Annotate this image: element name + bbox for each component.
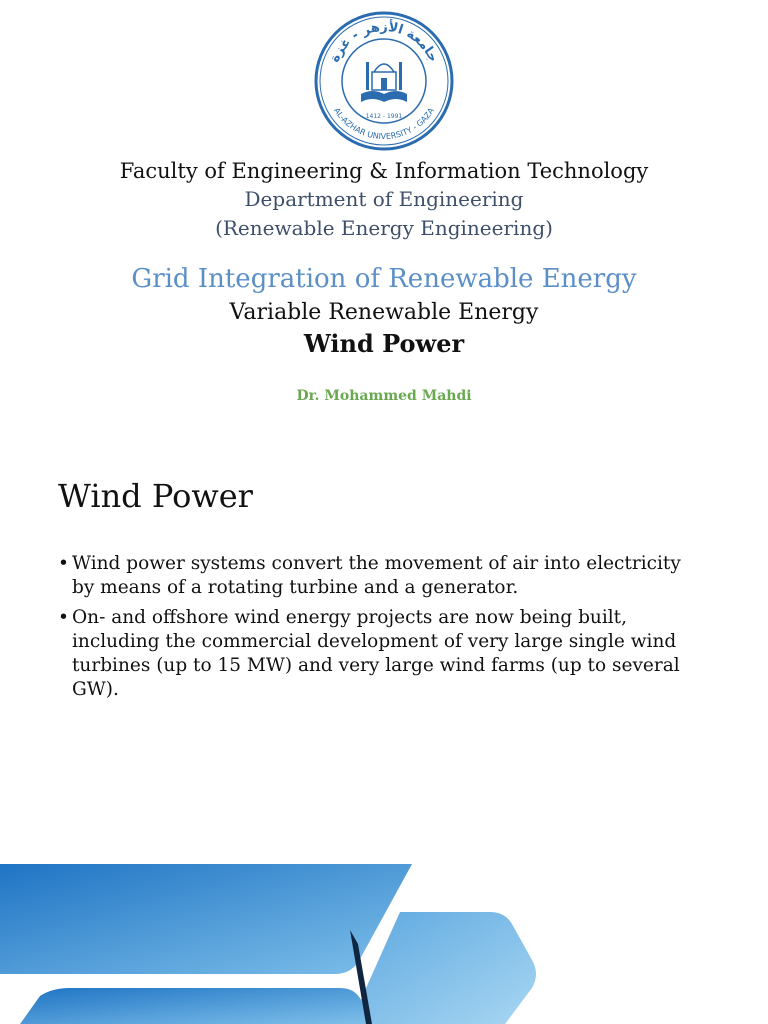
sky-panel bbox=[350, 912, 536, 1024]
content-slide bbox=[0, 432, 768, 1024]
bullet-text: Wind power systems convert the movement of air into electricity by means of a rotating turbine and a generator. bbox=[72, 553, 681, 598]
lecture-subtitle: Variable Renewable Energy bbox=[229, 300, 539, 325]
svg-text:1412 - 1991: 1412 - 1991 bbox=[365, 113, 403, 120]
svg-text:جامعة الأزهر - غزة: جامعة الأزهر - غزة bbox=[327, 20, 441, 65]
lecture-topic: Wind Power bbox=[303, 329, 465, 358]
svg-text:AL-AZHAR UNIVERSITY - GAZA: AL-AZHAR UNIVERSITY - GAZA bbox=[332, 106, 436, 142]
bullet-item bbox=[58, 552, 708, 600]
sky-panel bbox=[20, 988, 372, 1024]
slide-title: Wind Power bbox=[58, 477, 253, 515]
bullet-item bbox=[58, 606, 708, 702]
title-slide bbox=[0, 0, 768, 430]
sky-panels-decoration bbox=[0, 864, 768, 1024]
bullet-marker: • bbox=[58, 607, 69, 628]
faculty-name: Faculty of Engineering & Information Technology bbox=[119, 159, 649, 183]
sky-panel bbox=[0, 864, 412, 974]
bullet-text: On- and offshore wind energy projects are now being built, including the commercial development of very large single wind turbines (up to 15 MW) and very large wind farms (up to several GW). bbox=[72, 607, 680, 700]
department-name: Department of Engineering bbox=[244, 187, 524, 211]
bullet-marker: • bbox=[58, 553, 69, 574]
program-name: (Renewable Energy Engineering) bbox=[215, 216, 553, 240]
author-name: Dr. Mohammed Mahdi bbox=[296, 388, 472, 404]
course-title: Grid Integration of Renewable Energy bbox=[131, 264, 637, 294]
al-azhar-university-seal-icon bbox=[311, 10, 457, 152]
bullet-list bbox=[58, 552, 708, 708]
